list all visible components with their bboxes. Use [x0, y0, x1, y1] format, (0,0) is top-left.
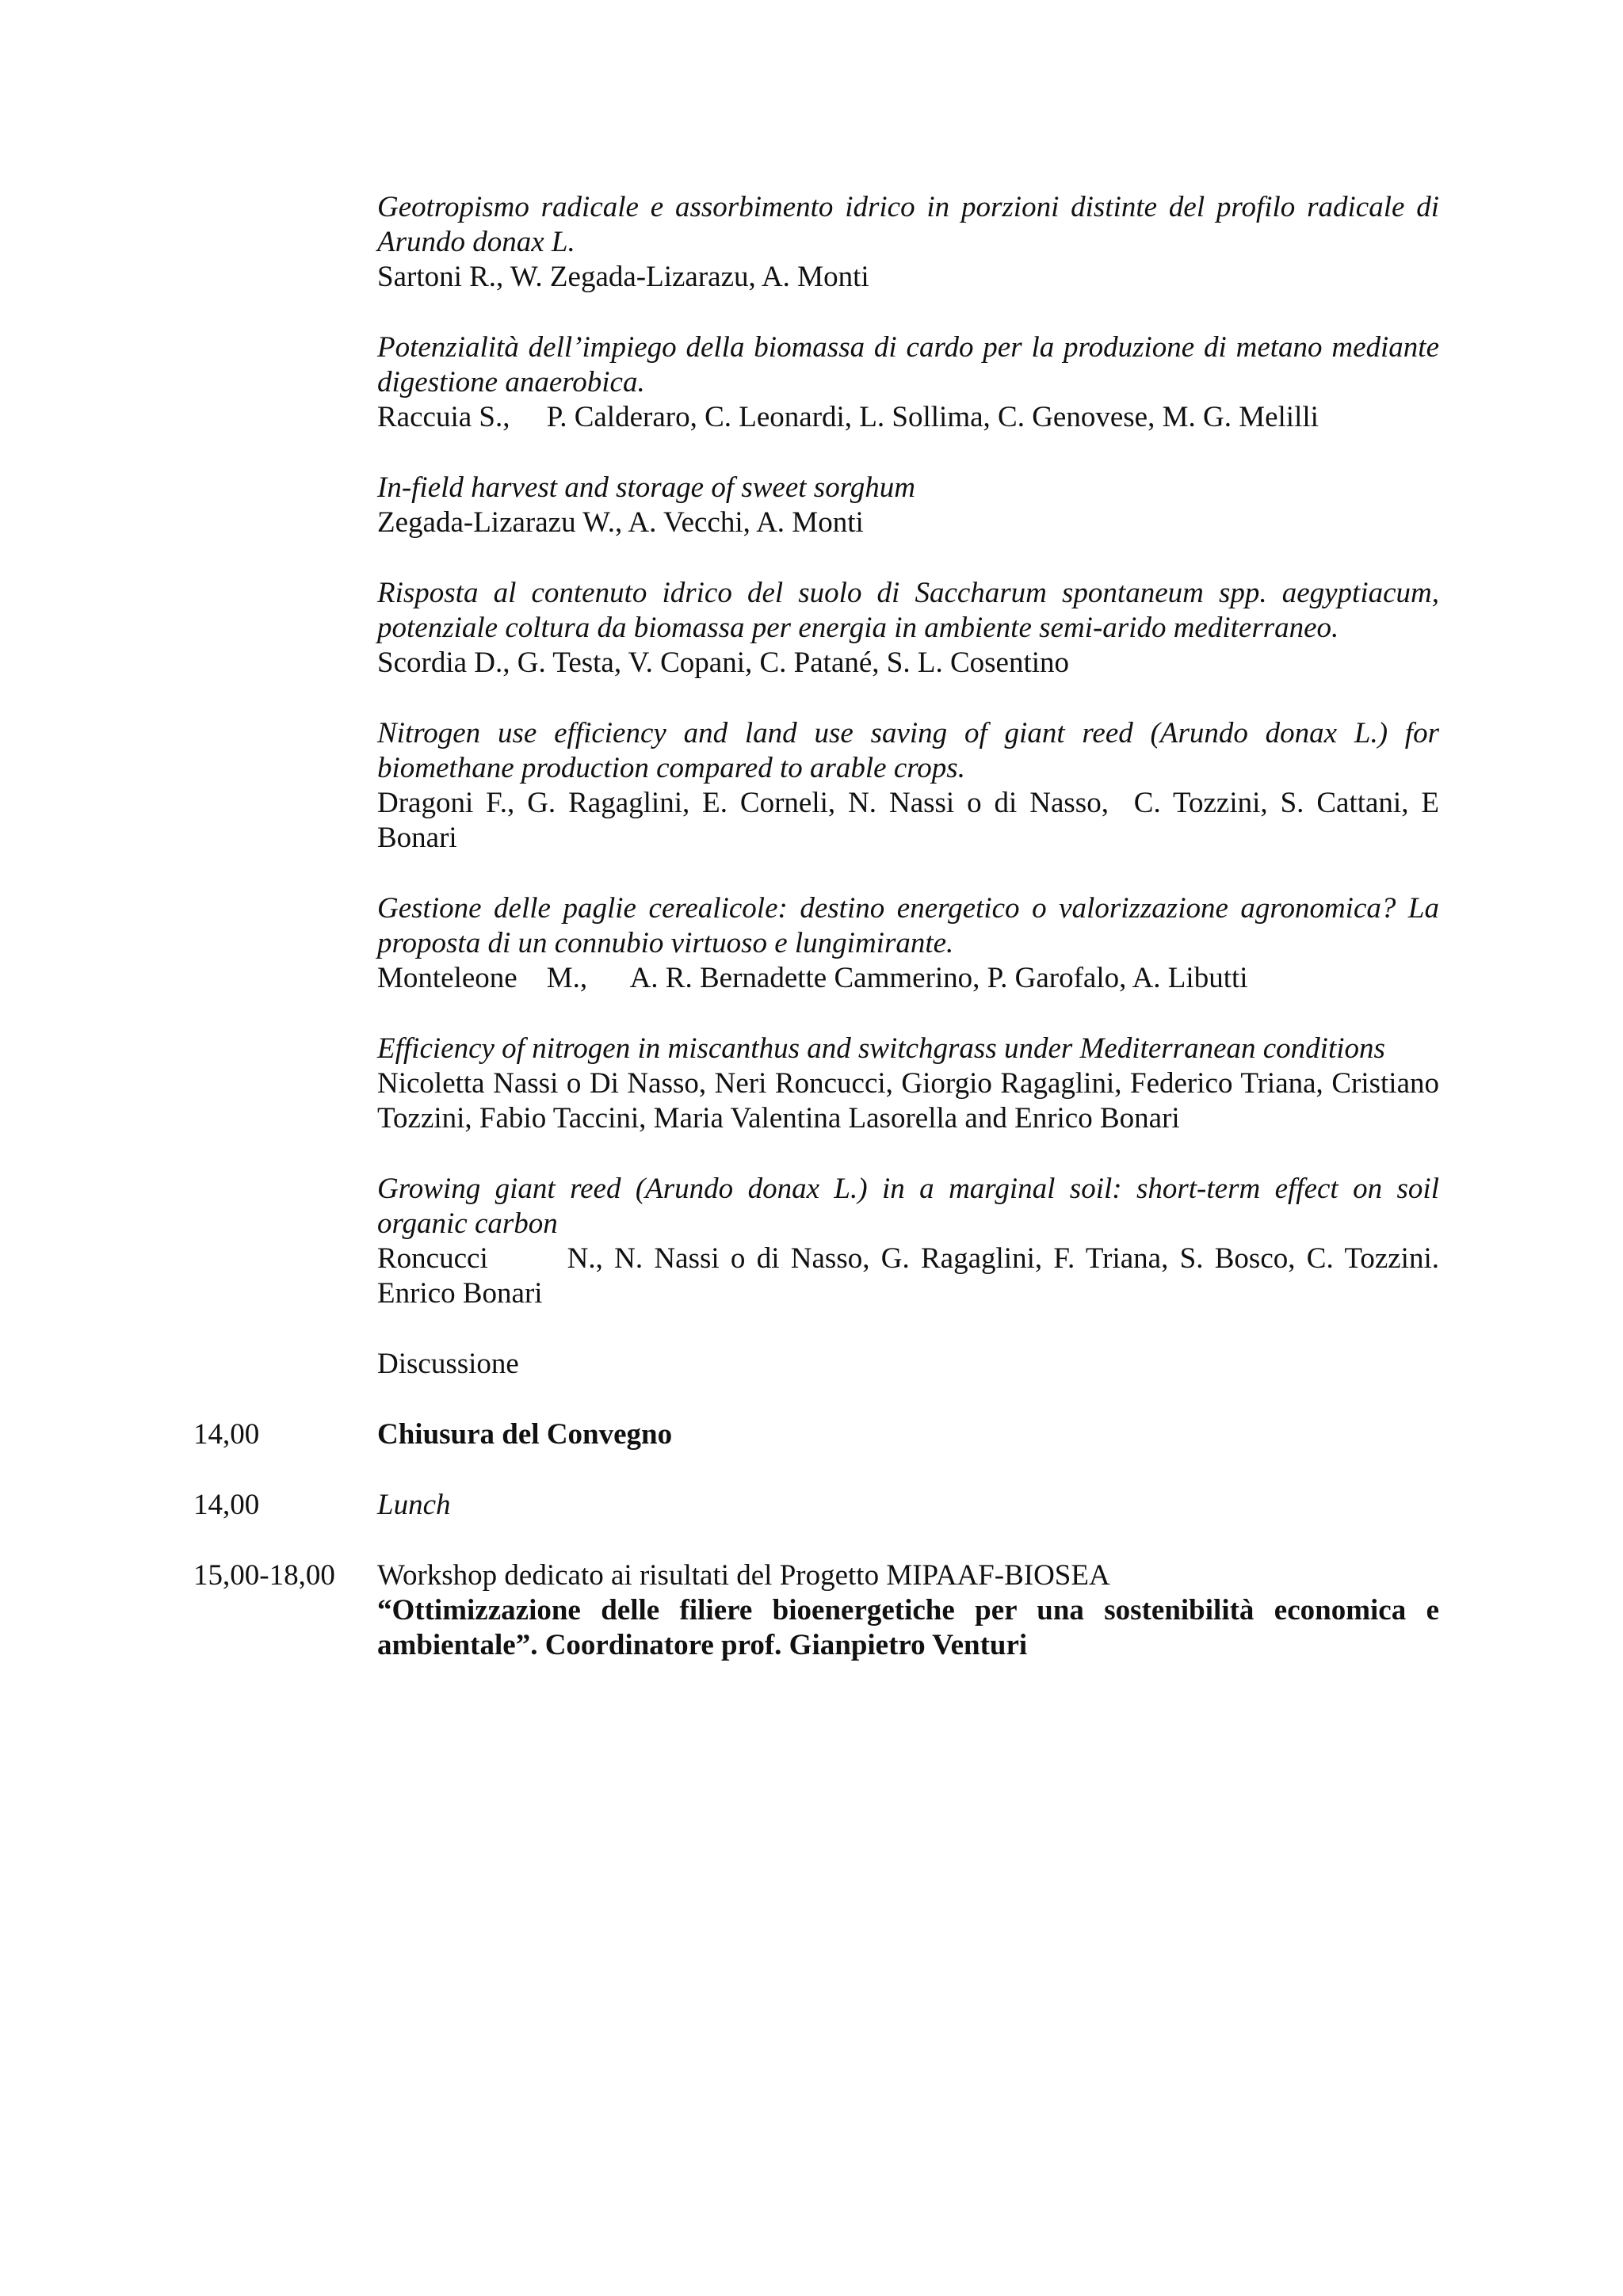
- talk-title: In-field harvest and storage of sweet sorghum: [377, 471, 915, 504]
- program-entry: [377, 576, 1439, 681]
- schedule-time: 14,00: [193, 1489, 260, 1521]
- schedule-time: 15,00-18,00: [193, 1559, 335, 1592]
- schedule-row-workshop: [193, 1558, 1439, 1663]
- talk-authors: Raccuia S., P. Calderaro, C. Leonardi, L. Sollima, C. Genovese, M. G. Melilli: [377, 401, 1319, 433]
- schedule-row-closing: [193, 1417, 1439, 1452]
- program-entry: [377, 190, 1439, 295]
- schedule-item-workshop: Workshop dedicato ai risultati del Progetto MIPAAF-BIOSEA: [377, 1559, 1110, 1592]
- program-entry: [377, 716, 1447, 856]
- program-entry: [377, 330, 1439, 435]
- talk-authors: Zegada-Lizarazu W., A. Vecchi, A. Monti: [377, 506, 864, 539]
- program-entry: [377, 471, 1439, 540]
- talk-title: Gestione delle paglie cerealicole: destino energetico o valorizzazione agronomica? La proposta di un connubio virtuoso e lungimirante.: [377, 892, 1439, 959]
- talk-authors: Roncucci N., N. Nassi o di Nasso, G. Ragaglini, F. Triana, S. Bosco, C. Tozzini. Enrico Bonari: [377, 1242, 1447, 1310]
- schedule-row-lunch: [193, 1488, 1439, 1523]
- talk-authors: Scordia D., G. Testa, V. Copani, C. Patané, S. L. Cosentino: [377, 646, 1070, 679]
- workshop-subtitle: “Ottimizzazione delle filiere bioenergetiche per una sostenibilità economica e ambientale”. Coordinatore prof. Gianpietro Venturi: [377, 1594, 1439, 1661]
- talk-title: Risposta al contenuto idrico del suolo di Saccharum spontaneum spp. aegyptiacum, potenziale coltura da biomassa per energia in ambiente semi-arido mediterraneo.: [377, 577, 1439, 644]
- talk-title: Potenzialità dell’impiego della biomassa di cardo per la produzione di metano mediante digestione anaerobica.: [377, 331, 1439, 399]
- talk-authors: Nicoletta Nassi o Di Nasso, Neri Roncucci, Giorgio Ragaglini, Federico Triana, Cristiano Tozzini, Fabio Taccini, Maria Valentina Lasorella and Enrico Bonari: [377, 1067, 1446, 1135]
- talk-title: Growing giant reed (Arundo donax L.) in a marginal soil: short-term effect on soil organic carbon: [377, 1173, 1439, 1240]
- talk-authors: Monteleone M., A. R. Bernadette Cammerino, P. Garofalo, A. Libutti: [377, 962, 1248, 994]
- program-entry: [377, 1172, 1447, 1311]
- schedule-item-closing: Chiusura del Convegno: [377, 1418, 673, 1451]
- talk-title: Nitrogen use efficiency and land use saving of giant reed (Arundo donax L.) for biomethane production compared to arable crops.: [377, 717, 1439, 784]
- schedule-time: 14,00: [193, 1418, 260, 1451]
- talk-title: Geotropismo radicale e assorbimento idrico in porzioni distinte del profilo radicale di Arundo donax L.: [377, 191, 1439, 258]
- talk-authors: Dragoni F., G. Ragaglini, E. Corneli, N. Nassi o di Nasso, C. Tozzini, S. Cattani, E Bonari: [377, 787, 1447, 854]
- talk-title: Efficiency of nitrogen in miscanthus and switchgrass under Mediterranean conditions: [377, 1032, 1385, 1065]
- program-entry: [377, 1032, 1446, 1136]
- discussion-label: Discussione: [377, 1348, 519, 1380]
- program-page-content: [193, 190, 1447, 1699]
- talk-authors: Sartoni R., W. Zegada-Lizarazu, A. Monti: [377, 261, 869, 293]
- program-entry: [377, 891, 1439, 996]
- schedule-item-lunch: Lunch: [377, 1489, 451, 1521]
